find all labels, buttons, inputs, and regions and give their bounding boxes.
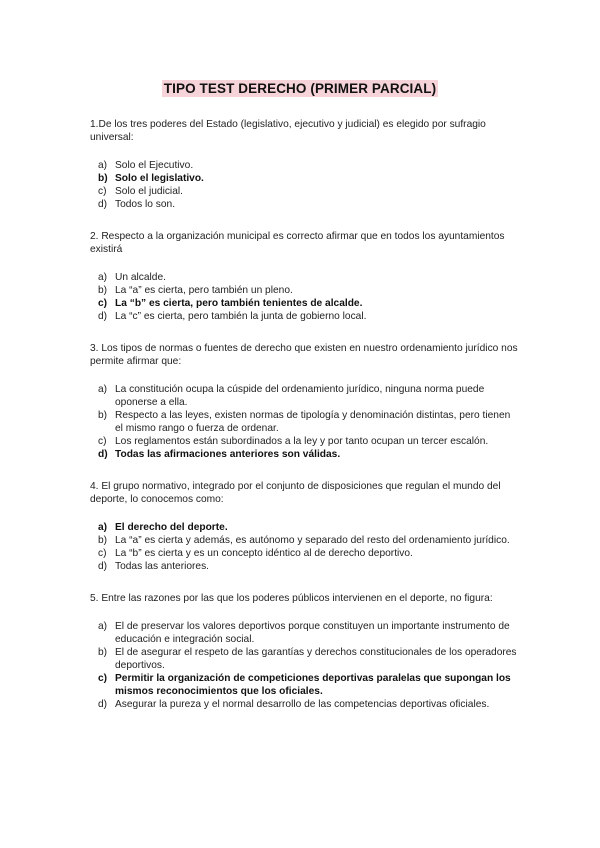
- option-letter: b): [98, 535, 108, 546]
- question-4-text: 4. El grupo normativo, integrado por el conjunto de disposiciones que regulan el mundo del deporte, lo conocemos como:: [90, 481, 501, 505]
- option-text: Respecto a las leyes, existen normas de tipología y denominación distintas, pero tienen el mismo rango o fuerza de ordenar.: [115, 410, 511, 434]
- question-3-option-b: [90, 409, 520, 435]
- question-4-option-a: [90, 521, 520, 534]
- question-2-options: [90, 271, 520, 323]
- question-5-option-a: [90, 620, 520, 646]
- question-1-option-a: [90, 159, 520, 172]
- question-list: [90, 118, 520, 711]
- question-5-option-b: [90, 646, 520, 672]
- option-letter: d): [98, 699, 108, 710]
- option-letter: a): [98, 522, 108, 533]
- document-title: TIPO TEST DERECHO (PRIMER PARCIAL): [163, 81, 437, 96]
- option-letter: a): [98, 272, 108, 283]
- question-2: [90, 230, 520, 323]
- option-text: El de preservar los valores deportivos porque constituyen un importante instrumento de educación e integración social.: [115, 621, 510, 645]
- question-5-option-d: [90, 698, 520, 711]
- option-letter: b): [98, 410, 108, 421]
- question-3-options: [90, 383, 520, 461]
- option-letter: c): [98, 436, 107, 447]
- question-1-option-c: [90, 185, 520, 198]
- option-text: Todas las afirmaciones anteriores son válidas.: [115, 449, 341, 460]
- question-4-options: [90, 521, 520, 573]
- option-text: La “c” es cierta, pero también la junta de gobierno local.: [115, 311, 367, 322]
- question-5-options: [90, 620, 520, 711]
- option-text: Un alcalde.: [115, 272, 166, 283]
- option-text: La constitución ocupa la cúspide del ordenamiento jurídico, ninguna norma puede oponerse a ella.: [115, 384, 485, 408]
- question-3: [90, 342, 520, 461]
- option-text: Todas las anteriores.: [115, 561, 209, 572]
- option-letter: c): [98, 298, 108, 309]
- question-1-option-d: [90, 198, 520, 211]
- question-3-option-d: [90, 448, 520, 461]
- option-letter: a): [98, 160, 108, 171]
- question-3-text: 3. Los tipos de normas o fuentes de derecho que existen en nuestro ordenamiento jurídico nos permite afirmar que:: [90, 343, 518, 367]
- question-4-option-b: [90, 534, 520, 547]
- question-2-option-c: [90, 297, 520, 310]
- option-text: Solo el Ejecutivo.: [115, 160, 194, 171]
- option-letter: d): [98, 311, 108, 322]
- option-letter: a): [98, 384, 108, 395]
- option-letter: c): [98, 673, 108, 684]
- option-text: La “b” es cierta y es un concepto idéntico al de derecho deportivo.: [115, 548, 413, 559]
- question-1-options: [90, 159, 520, 211]
- option-letter: b): [98, 173, 108, 184]
- question-2-option-b: [90, 284, 520, 297]
- title-wrapper: [0, 80, 600, 98]
- question-4-option-d: [90, 560, 520, 573]
- option-letter: c): [98, 186, 107, 197]
- question-5-option-c: [90, 672, 520, 698]
- question-4: [90, 480, 520, 573]
- option-text: Asegurar la pureza y el normal desarrollo de las competencias deportivas oficiales.: [115, 699, 490, 710]
- option-text: La “b” es cierta, pero también tenientes de alcalde.: [115, 298, 363, 309]
- question-1-option-b: [90, 172, 520, 185]
- question-2-option-d: [90, 310, 520, 323]
- option-text: El derecho del deporte.: [115, 522, 228, 533]
- option-text: La “a” es cierta y además, es autónomo y separado del resto del ordenamiento jurídico.: [115, 535, 510, 546]
- option-letter: d): [98, 449, 108, 460]
- option-text: Solo el legislativo.: [115, 173, 204, 184]
- question-3-option-a: [90, 383, 520, 409]
- option-letter: d): [98, 561, 108, 572]
- question-3-option-c: [90, 435, 520, 448]
- question-1: [90, 118, 520, 211]
- question-4-option-c: [90, 547, 520, 560]
- option-letter: a): [98, 621, 108, 632]
- question-1-text: 1.De los tres poderes del Estado (legislativo, ejecutivo y judicial) es elegido por sufragio universal:: [90, 119, 486, 143]
- question-2-text: 2. Respecto a la organización municipal es correcto afirmar que en todos los ayuntamientos existirá: [90, 231, 505, 255]
- option-text: La “a” es cierta, pero también un pleno.: [115, 285, 293, 296]
- question-2-option-a: [90, 271, 520, 284]
- option-letter: b): [98, 647, 108, 658]
- question-5-text: 5. Entre las razones por las que los poderes públicos intervienen en el deporte, no figura:: [90, 593, 493, 604]
- option-letter: d): [98, 199, 108, 210]
- option-letter: b): [98, 285, 108, 296]
- option-text: Permitir la organización de competiciones deportivas paralelas que supongan los mismos reconocimientos que los oficiales.: [115, 673, 511, 697]
- option-text: Todos lo son.: [115, 199, 176, 210]
- option-letter: c): [98, 548, 107, 559]
- option-text: El de asegurar el respeto de las garantías y derechos constitucionales de los operadores deportivos.: [115, 647, 517, 671]
- option-text: Solo el judicial.: [115, 186, 183, 197]
- question-5: [90, 592, 520, 711]
- option-text: Los reglamentos están subordinados a la ley y por tanto ocupan un tercer escalón.: [115, 436, 489, 447]
